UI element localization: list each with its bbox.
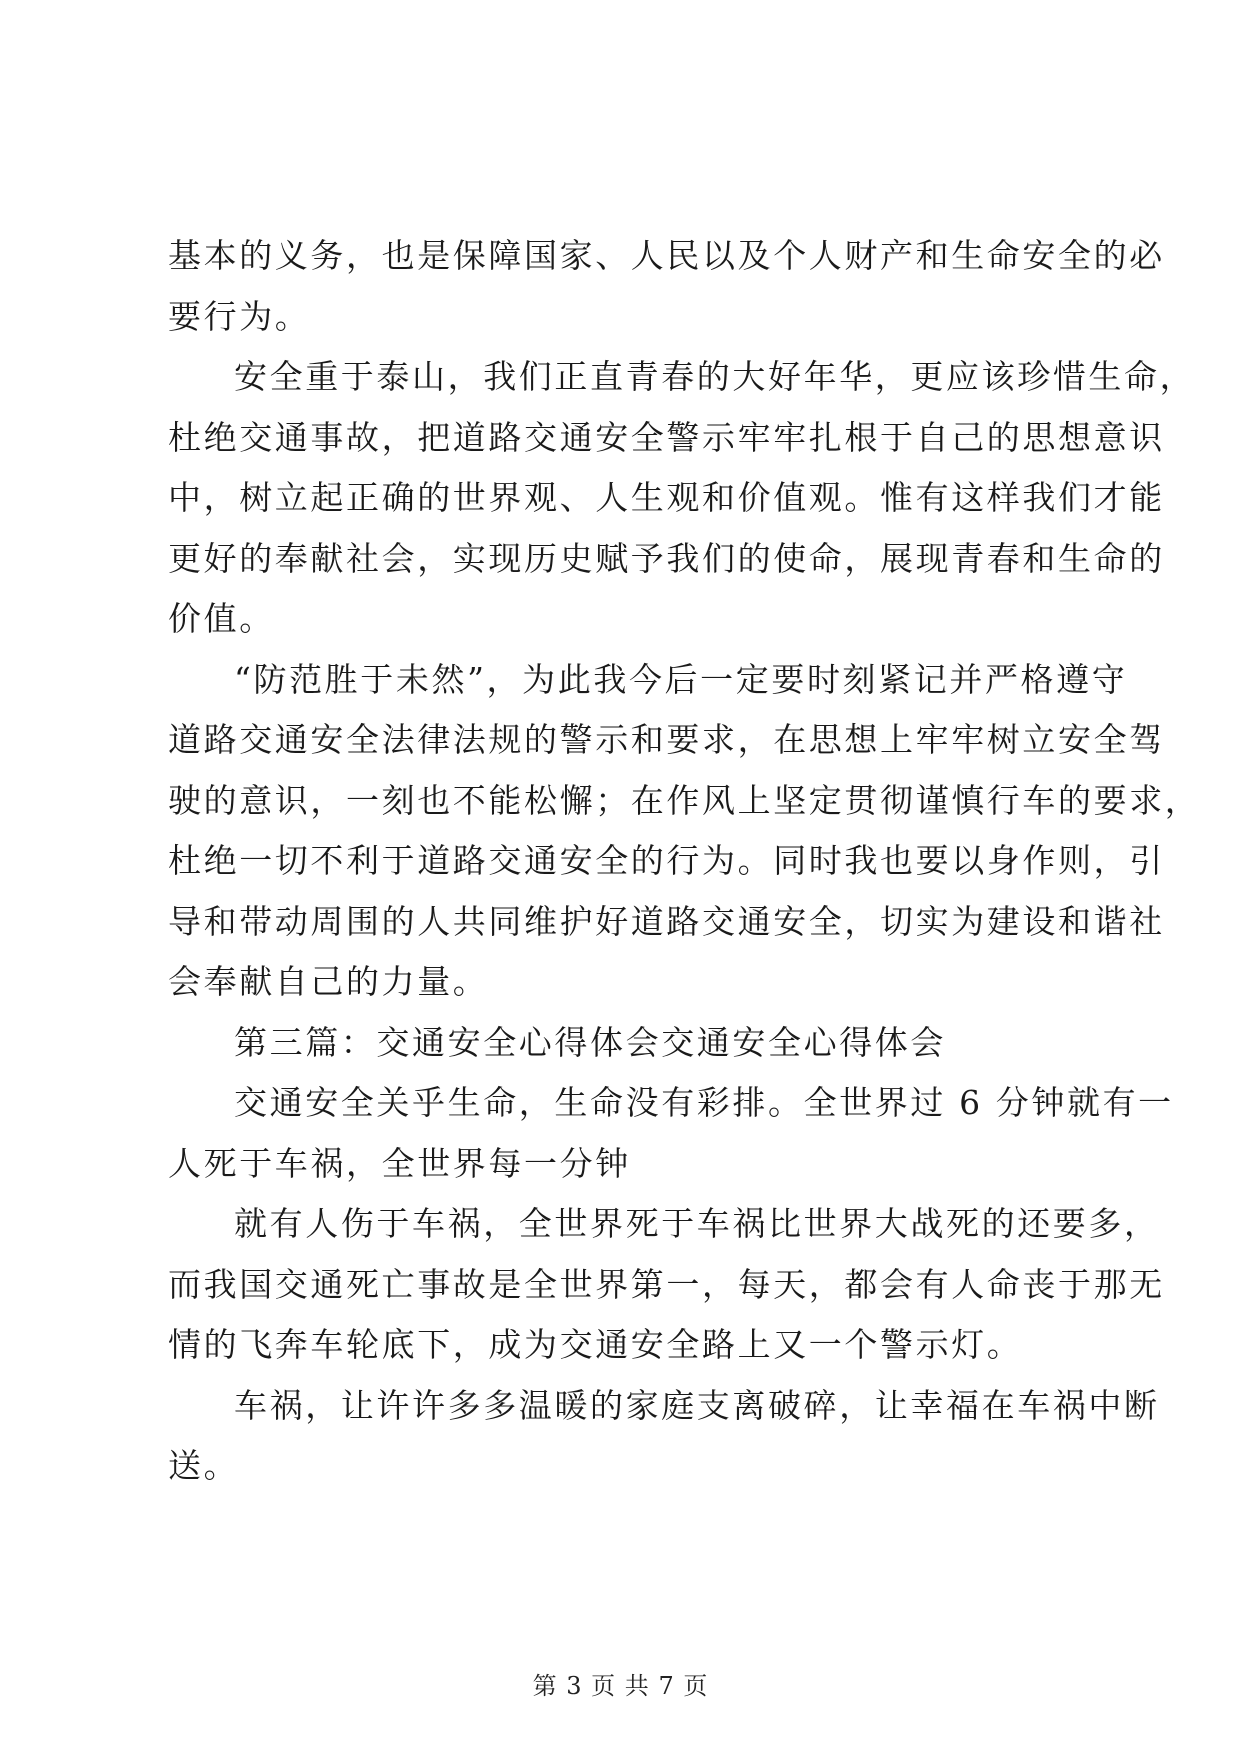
text-line: 道路交通安全法律法规的警示和要求，在思想上牢牢树立安全驾 — [168, 720, 1165, 759]
text-line: 杜绝一切不利于道路交通安全的行为。同时我也要以身作则，引 — [168, 841, 1165, 880]
text-line: 更好的奉献社会，实现历史赋予我们的使命，展现青春和生命的 — [168, 538, 1165, 578]
text-line: 而我国交通死亡事故是全世界第一，每天，都会有人命丧于那无 — [168, 1264, 1165, 1304]
text-line: 驶的意识，一刻也不能松懈；在作风上坚定贯彻谨慎行车的要求， — [168, 780, 1201, 820]
text-line: 安全重于泰山，我们正直青春的大好年华，更应该珍惜生命， — [234, 357, 1196, 396]
text-line: 中，树立起正确的世界观、人生观和价值观。惟有这样我们才能 — [168, 478, 1165, 517]
text-line: 会奉献自己的力量。 — [168, 962, 489, 1001]
section-heading: 第三篇：交通安全心得体会交通安全心得体会 — [234, 1022, 946, 1062]
text-line: 送。 — [168, 1446, 240, 1485]
document-body — [168, 226, 1201, 1497]
text-line: 价值。 — [168, 599, 275, 638]
text-line: 导和带动周围的人共同维护好道路交通安全，切实为建设和谐社 — [168, 901, 1165, 941]
page-number-footer: 第 3 页 共 7 页 — [532, 1672, 709, 1700]
text-line: 交通安全关乎生命，生命没有彩排。全世界过 6 分钟就有一 — [234, 1083, 1174, 1122]
text-line: 杜绝交通事故，把道路交通安全警示牢牢扎根于自己的思想意识 — [168, 417, 1165, 457]
text-line: 基本的义务，也是保障国家、人民以及个人财产和生命安全的必 — [168, 236, 1165, 275]
text-line: “防范胜于未然”，为此我今后一定要时刻紧记并严格遵守 — [234, 659, 1128, 699]
text-line: 人死于车祸，全世界每一分钟 — [168, 1143, 631, 1183]
text-line: 车祸，让许许多多温暖的家庭支离破碎，让幸福在车祸中断 — [234, 1385, 1160, 1425]
text-line: 情的飞奔车轮底下，成为交通安全路上又一个警示灯。 — [168, 1325, 1023, 1364]
text-line: 就有人伤于车祸，全世界死于车祸比世界大战死的还要多， — [234, 1204, 1160, 1243]
text-line: 要行为。 — [168, 296, 311, 336]
